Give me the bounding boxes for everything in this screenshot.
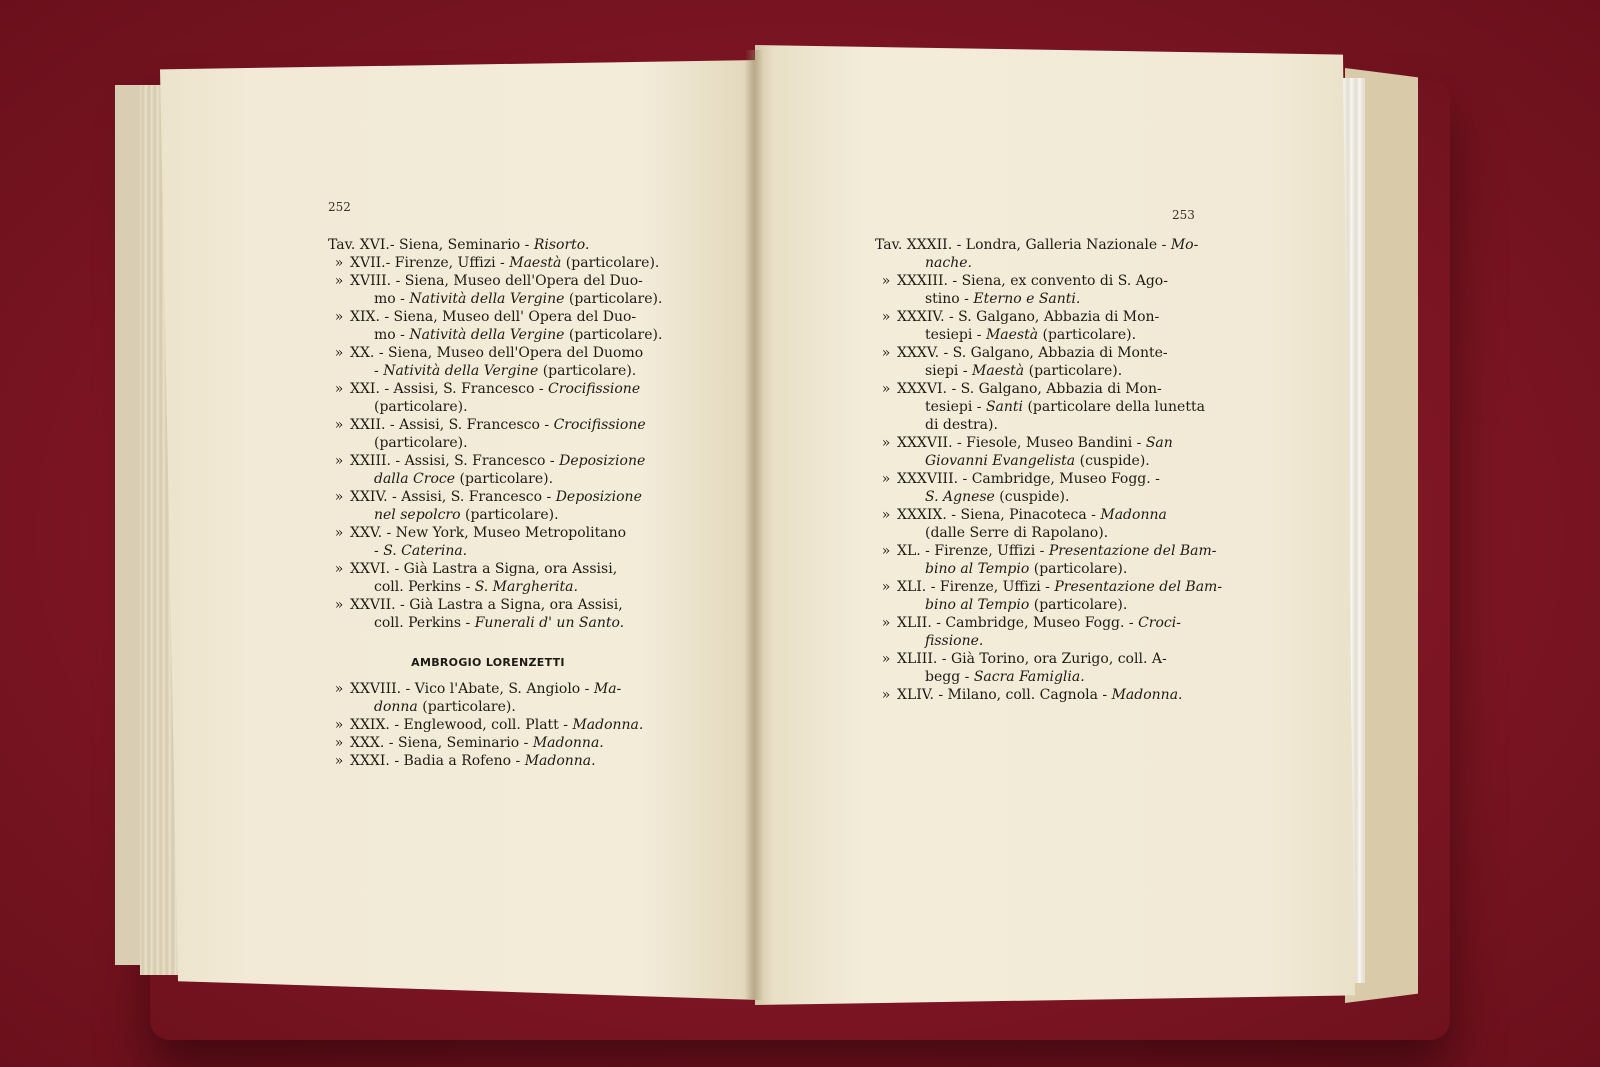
plate-number: XVI. — [359, 237, 390, 253]
plate-entry — [875, 236, 1199, 272]
entry-title: Maestà — [985, 327, 1039, 343]
entry-text: - Cambridge, Museo Fogg. - — [931, 615, 1139, 631]
plate-number: XXII. — [350, 417, 386, 433]
tav-prefix: Tav. — [328, 237, 360, 253]
plate-number: XXXVII. — [897, 435, 953, 451]
entry-line — [875, 596, 1195, 614]
entry-line — [875, 668, 1195, 686]
entry-line — [328, 326, 663, 344]
entry-title: Santi — [985, 399, 1023, 415]
plate-number: XXXV. — [897, 345, 940, 361]
entry-text: coll. Perkins - — [374, 579, 475, 595]
plate-entry — [328, 416, 648, 452]
entry-line — [875, 326, 1195, 344]
entry-text: begg - — [925, 669, 974, 685]
entry-line — [875, 686, 1195, 704]
plate-entry — [328, 272, 663, 308]
plate-entry — [875, 344, 1195, 380]
entry-line — [328, 734, 648, 752]
plate-entry — [875, 380, 1205, 434]
entry-text: - S. Galgano, Abbazia di Mon- — [944, 309, 1160, 325]
entry-title: Presentazione del Bam- — [1054, 579, 1223, 595]
ditto-mark: » — [881, 435, 891, 451]
ditto-mark: » — [881, 471, 891, 487]
entry-title: Madonna. — [1111, 687, 1183, 703]
entry-title: Sacra Famiglia. — [973, 669, 1085, 685]
entry-line — [328, 344, 648, 362]
plate-entry — [328, 560, 648, 596]
ditto-mark: » — [334, 309, 344, 325]
entry-text: (particolare). — [1038, 327, 1137, 343]
page-number-left: 252 — [328, 200, 351, 214]
entry-line — [328, 236, 648, 254]
entry-text: - S. Galgano, Abbazia di Monte- — [939, 345, 1168, 361]
ditto-mark: » — [334, 735, 344, 751]
entry-text: - — [374, 543, 384, 559]
ditto-mark: » — [881, 615, 891, 631]
entry-text: (particolare). — [564, 327, 663, 343]
plate-number: XXIX. — [350, 717, 390, 733]
ditto-mark: » — [334, 561, 344, 577]
entry-title: Crocifissione — [548, 381, 641, 397]
plate-entry — [328, 524, 648, 560]
entry-text: - New York, Museo Metropolitano — [382, 525, 627, 541]
plate-number: XXXIX. — [897, 507, 947, 523]
ditto-mark: » — [334, 717, 344, 733]
plate-entry — [875, 272, 1195, 308]
plate-entry — [875, 650, 1195, 686]
entry-text: mo - — [374, 327, 410, 343]
plate-entry — [328, 488, 648, 524]
entry-title: Giovanni Evangelista — [925, 453, 1076, 469]
entry-title: Madonna. — [524, 753, 596, 769]
entry-line — [328, 614, 648, 632]
page-number-right: 253 — [1172, 208, 1195, 222]
ditto-mark: » — [881, 345, 891, 361]
entry-text: - Milano, coll. Cagnola - — [933, 687, 1112, 703]
plate-entry — [875, 578, 1223, 614]
entry-text: - Già Torino, ora Zurigo, coll. A- — [937, 651, 1167, 667]
entry-line — [875, 254, 1195, 272]
plate-number: XXXIII. — [897, 273, 948, 289]
plate-number: XL. — [897, 543, 921, 559]
entry-title: bino al Tempio — [925, 561, 1030, 577]
plate-entry — [328, 344, 648, 380]
ditto-mark: » — [881, 309, 891, 325]
plate-number: XIX. — [350, 309, 380, 325]
plate-number: XXXII. — [906, 237, 953, 253]
entry-text: siepi - — [925, 363, 973, 379]
entry-title: Ma- — [593, 681, 622, 697]
entry-title: dalla Croce — [374, 471, 456, 487]
entry-title: bino al Tempio — [925, 597, 1030, 613]
entry-text: - Assisi, S. Francesco - — [379, 381, 549, 397]
plate-number: XXXIV. — [897, 309, 945, 325]
entry-text: - — [374, 363, 384, 379]
entry-text: - Già Lastra a Signa, ora Assisi, — [390, 561, 618, 577]
entry-title: Eterno e Santi. — [973, 291, 1081, 307]
entry-title: Croci- — [1138, 615, 1181, 631]
plate-number: XXXVI. — [897, 381, 947, 397]
entry-title: nel sepolcro — [374, 507, 461, 523]
entry-text: (particolare). — [417, 699, 516, 715]
entry-line — [875, 272, 1195, 290]
ditto-mark: » — [334, 525, 344, 541]
entry-line — [328, 434, 648, 452]
entry-line — [875, 470, 1195, 488]
plates-list-left — [328, 236, 663, 770]
plate-entry — [875, 470, 1195, 506]
plate-number: XLI. — [897, 579, 927, 595]
plate-number: XLII. — [897, 615, 932, 631]
entry-line — [875, 614, 1195, 632]
entry-text: - Assisi, S. Francesco - — [390, 453, 560, 469]
entry-text: - Vico l'Abate, S. Angiolo - — [401, 681, 594, 697]
entry-line — [328, 698, 648, 716]
entry-text: - Siena, Pinacoteca - — [946, 507, 1101, 523]
plate-number: XLIII. — [897, 651, 938, 667]
entry-line — [875, 362, 1195, 380]
plate-number: XXXI. — [350, 753, 390, 769]
entry-line — [328, 560, 648, 578]
ditto-mark: » — [334, 273, 344, 289]
entry-text: (cuspide). — [994, 489, 1070, 505]
entry-text: - Firenze, Uffizi - — [385, 255, 510, 271]
entry-line — [328, 452, 648, 470]
entry-title: Maestà — [972, 363, 1025, 379]
plate-entry — [875, 614, 1195, 650]
entry-line — [328, 506, 648, 524]
ditto-mark: » — [334, 753, 344, 769]
entry-line — [328, 272, 648, 290]
entry-title: Madonna. — [532, 735, 604, 751]
entry-text: (particolare). — [460, 507, 559, 523]
entry-title: Funerali d' un Santo. — [474, 615, 625, 631]
entry-title: donna — [374, 699, 418, 715]
entry-text: - Assisi, S. Francesco - — [385, 417, 554, 433]
entry-line — [328, 578, 648, 596]
ditto-mark: » — [334, 255, 344, 271]
tav-prefix: Tav. — [875, 237, 907, 253]
entry-title: Crocifissione — [553, 417, 646, 433]
entry-line — [875, 578, 1223, 596]
entry-text: (particolare). — [374, 399, 468, 415]
plate-entry — [875, 686, 1195, 704]
entry-line — [875, 308, 1195, 326]
plate-number: XVIII. — [350, 273, 392, 289]
plate-number: XXVIII. — [350, 681, 402, 697]
plate-entry — [328, 716, 648, 734]
entry-line — [875, 542, 1217, 560]
entry-title: Madonna — [1100, 507, 1167, 523]
entry-text: mo - — [374, 291, 410, 307]
entry-line — [328, 542, 648, 560]
entry-title: Natività della Vergine — [409, 327, 565, 343]
entry-text: - S. Galgano, Abbazia di Mon- — [947, 381, 1162, 397]
entry-text: - Londra, Galleria Nazionale - — [952, 237, 1171, 253]
entry-title: Natività della Vergine — [409, 291, 565, 307]
plate-entry — [875, 308, 1195, 344]
ditto-mark: » — [881, 507, 891, 523]
plate-entry — [875, 542, 1217, 578]
entry-title: Madonna. — [572, 717, 644, 733]
ditto-mark: » — [881, 381, 891, 397]
ditto-mark: » — [881, 543, 891, 559]
plate-number: XXVI. — [350, 561, 391, 577]
entry-line — [875, 344, 1195, 362]
entry-line — [875, 452, 1195, 470]
entry-line — [875, 290, 1195, 308]
entry-line — [875, 524, 1195, 542]
entry-line — [328, 254, 660, 272]
entry-title: Maestà — [509, 255, 562, 271]
entry-line — [875, 434, 1195, 452]
entry-text: tesiepi - — [925, 327, 986, 343]
plate-number: XXVII. — [350, 597, 396, 613]
entry-text: (cuspide). — [1075, 453, 1150, 469]
ditto-mark: » — [334, 597, 344, 613]
plate-entry — [875, 506, 1195, 542]
entry-line — [328, 380, 648, 398]
entry-line — [875, 560, 1195, 578]
entry-text: - Assisi, S. Francesco - — [387, 489, 556, 505]
entry-text: (particolare). — [538, 363, 637, 379]
entry-text: - Firenze, Uffizi - — [926, 579, 1055, 595]
entry-text: (particolare). — [564, 291, 663, 307]
ditto-mark: » — [334, 681, 344, 697]
plate-entry — [328, 236, 648, 254]
entry-title: Natività della Vergine — [383, 363, 539, 379]
plate-entry — [328, 452, 648, 488]
entry-text: - Englewood, coll. Platt - — [389, 717, 573, 733]
plate-entry — [328, 308, 663, 344]
plate-number: XXIV. — [350, 489, 388, 505]
entry-text: - Siena, Museo dell'Opera del Duomo — [374, 345, 644, 361]
entry-text: - Cambridge, Museo Fogg. - — [958, 471, 1160, 487]
section-heading: AMBROGIO LORENZETTI — [411, 656, 565, 669]
plate-number: XXIII. — [350, 453, 391, 469]
entry-text: - Siena, Seminario - — [389, 237, 534, 253]
entry-title: Risorto. — [533, 237, 590, 253]
entry-text: (particolare della lunetta — [1023, 399, 1205, 415]
entry-text: stino - — [925, 291, 974, 307]
book-gutter — [745, 50, 763, 1000]
ditto-mark: » — [881, 651, 891, 667]
entry-line — [328, 362, 648, 380]
entry-text: - Badia a Rofeno - — [389, 753, 525, 769]
plate-entry — [328, 596, 648, 632]
entry-line — [875, 632, 1195, 650]
plate-number: XVII. — [350, 255, 386, 271]
plate-number: XXV. — [350, 525, 383, 541]
entry-line — [875, 380, 1195, 398]
entry-text: (particolare). — [1029, 597, 1128, 613]
entry-line — [328, 416, 648, 434]
plate-number: XXX. — [350, 735, 385, 751]
entry-line — [875, 488, 1195, 506]
entry-title: nache. — [925, 255, 972, 271]
entry-line — [328, 488, 648, 506]
entry-title: Presentazione del Bam- — [1048, 543, 1217, 559]
plate-number: XX. — [350, 345, 375, 361]
entry-text: - Siena, ex convento di S. Ago- — [947, 273, 1168, 289]
plate-entry — [328, 734, 648, 752]
plate-number: XLIV. — [897, 687, 934, 703]
entry-title: Deposizione — [555, 489, 642, 505]
entry-line — [328, 470, 648, 488]
ditto-mark: » — [334, 345, 344, 361]
ditto-mark: » — [334, 453, 344, 469]
entry-text: (dalle Serre di Rapolano). — [925, 525, 1109, 541]
entry-line — [328, 752, 648, 770]
plate-number: XXI. — [350, 381, 380, 397]
entry-title: Deposizione — [559, 453, 646, 469]
entry-line — [875, 650, 1195, 668]
entry-text: - Già Lastra a Signa, ora Assisi, — [395, 597, 623, 613]
entry-text: coll. Perkins - — [374, 615, 475, 631]
ditto-mark: » — [881, 273, 891, 289]
ditto-mark: » — [881, 687, 891, 703]
plate-entry — [328, 752, 648, 770]
entry-text: di destra). — [925, 417, 998, 433]
entry-title: S. Agnese — [925, 489, 995, 505]
entry-text: (particolare). — [1024, 363, 1123, 379]
ditto-mark: » — [334, 417, 344, 433]
plates-list-right — [875, 236, 1223, 704]
entry-title: S. Margherita. — [474, 579, 578, 595]
entry-line — [328, 398, 648, 416]
entry-title: San — [1145, 435, 1173, 451]
entry-text: - Fiesole, Museo Bandini - — [952, 435, 1146, 451]
entry-line — [875, 506, 1195, 524]
entry-text: - Siena, Seminario - — [384, 735, 533, 751]
plate-entry — [328, 680, 648, 716]
plate-entry — [328, 254, 660, 272]
ditto-mark: » — [334, 381, 344, 397]
entry-text: - Firenze, Uffizi - — [920, 543, 1049, 559]
entry-text: - Siena, Museo dell'Opera del Duo- — [391, 273, 643, 289]
ditto-mark: » — [334, 489, 344, 505]
ditto-mark: » — [881, 579, 891, 595]
plate-entry — [328, 380, 648, 416]
entry-line — [328, 680, 648, 698]
entry-title: Mo- — [1170, 237, 1199, 253]
entry-line — [328, 308, 648, 326]
entry-line — [875, 416, 1195, 434]
entry-line — [875, 236, 1199, 254]
entry-line — [875, 398, 1205, 416]
entry-line — [328, 290, 663, 308]
entry-text: (particolare). — [374, 435, 468, 451]
entry-line — [328, 524, 648, 542]
entry-text: tesiepi - — [925, 399, 986, 415]
entry-line — [328, 596, 648, 614]
entry-line — [328, 716, 648, 734]
plate-number: XXXVIII. — [897, 471, 959, 487]
entry-text: (particolare). — [455, 471, 554, 487]
entry-title: fissione. — [925, 633, 984, 649]
plate-entry — [875, 434, 1195, 470]
entry-text: - Siena, Museo dell' Opera del Duo- — [379, 309, 637, 325]
entry-text: (particolare). — [561, 255, 660, 271]
entry-title: S. Caterina. — [383, 543, 468, 559]
entry-text: (particolare). — [1029, 561, 1128, 577]
